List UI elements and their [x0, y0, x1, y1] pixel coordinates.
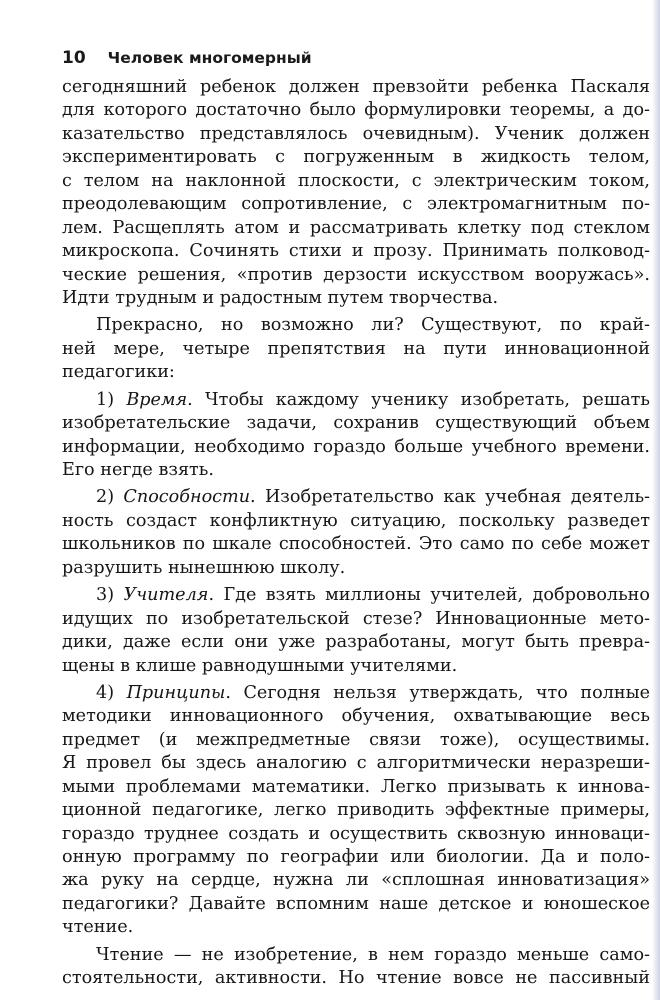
text-line: методики инновационного обучения, охватывающие весь [62, 706, 650, 727]
text-line: для которого достаточно было формулировки теоремы, а до- [62, 100, 650, 121]
text-line: Идти трудным и радостным путем творчества. [62, 287, 499, 308]
text-line: ность создаст конфликтную ситуацию, поскольку разведет [62, 510, 650, 531]
paragraph [62, 314, 650, 384]
text-line: ционной педагогике, легко приводить эффектные примеры, [62, 800, 650, 821]
text-line: 2) Способности. Изобретательство как учебная деятель- [96, 487, 650, 508]
list-number: 1) [96, 389, 127, 410]
text-line: Прекрасно, но возможно ли? Существуют, по край- [96, 315, 650, 336]
list-number: 4) [96, 682, 127, 703]
text-line: ней мере, четыре препятствия на пути инновационной [62, 338, 650, 359]
text-line: информации, необходимо гораздо больше учебного времени. [62, 436, 650, 457]
paragraph-obstacle-principles [62, 682, 650, 940]
text-line: Его негде взять. [62, 460, 214, 480]
paragraph-obstacle-teachers [62, 584, 650, 678]
obstacle-term: Учителя [123, 585, 209, 606]
list-number: 2) [96, 487, 124, 508]
list-number: 3) [96, 585, 124, 606]
paragraph-obstacle-time [62, 389, 650, 483]
text-line: гораздо труднее создать и осуществить сквозную инноваци- [62, 823, 650, 844]
text-line: преодолевающим сопротивление, с электромагнитным по- [62, 194, 650, 215]
obstacle-term: Способности [123, 487, 251, 508]
text-line: с телом на наклонной плоскости, с электрическим током, [62, 170, 650, 191]
text-line: разрушить нынешнюю школу. [62, 557, 346, 578]
text-line: экспериментировать с погруженным в жидкость телом, [62, 147, 650, 168]
text-line: онную программу по географии или биологии. Да и поло- [62, 847, 650, 867]
paragraph [62, 944, 650, 991]
obstacle-term: Время [126, 389, 188, 410]
text-line: лем. Расщеплять атом и рассматривать клетку под стеклом [62, 217, 650, 238]
text-line: Чтение — не изобретение, в нем гораздо меньше само- [96, 944, 650, 965]
paragraph [62, 76, 650, 310]
page-number: 10 [62, 48, 86, 68]
text-line: 4) Принципы. Сегодня нельзя утверждать, что полные [96, 682, 650, 703]
text-line: сегодняшний ребенок должен превзойти ребенка Паскаля [62, 77, 650, 97]
text-line: предмет (и межпредметные связи тоже), осуществимы. [62, 729, 650, 750]
text-line: 1) Время. Чтобы каждому ученику изобретать, решать [96, 389, 650, 410]
body-text [62, 76, 650, 991]
paragraph-obstacle-ability [62, 486, 650, 580]
text-line: школьников по шкале способностей. Это само по себе может [62, 534, 650, 555]
text-line: стоятельности, активности. Но чтение вовсе не пассивный [62, 968, 650, 989]
text-line: идущих по изобретательской стезе? Инновационные мето- [62, 608, 650, 629]
text-line: микроскопа. Сочинять стихи и прозу. Принимать полковод- [62, 241, 650, 262]
obstacle-term: Принципы [126, 682, 226, 703]
text-line: щены в клише равнодушными учителями. [62, 655, 458, 676]
text-line: Я провел бы здесь аналогию с алгоритмически неразреши- [62, 753, 650, 774]
running-title: Человек многомерный [107, 49, 312, 67]
text-line: педагогики? Давайте вспомним наше детское и юношеское [62, 893, 650, 914]
running-header [62, 48, 312, 74]
text-line: педагогики: [62, 362, 175, 383]
text-line: казательство представлялось очевидным). Ученик должен [62, 123, 650, 144]
text-line: ческие решения, «против дерзости искусством вооружась». [62, 264, 650, 285]
page-edge-shadow [652, 0, 660, 1000]
text-line: дики, даже если они уже разработаны, могут быть превра- [62, 632, 650, 653]
text-line: чтение. [62, 917, 134, 938]
text-line: мыми проблемами математики. Легко призывать к иннова- [62, 776, 650, 797]
text-line: изобретательские задачи, сохранив существующий объем [62, 413, 650, 434]
text-line: 3) Учителя. Где взять миллионы учителей, добровольно [96, 585, 650, 606]
text-line: жа руку на сердце, нужна ли «сплошная инноватизация» [62, 870, 650, 891]
